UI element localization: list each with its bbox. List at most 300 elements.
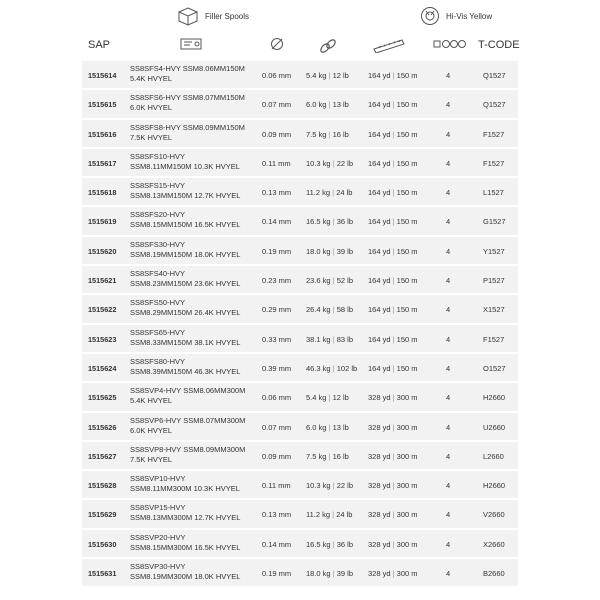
strength-kg: 10.3 kg xyxy=(306,481,331,491)
separator: | xyxy=(392,188,395,198)
length-yd: 328 yd xyxy=(368,481,391,491)
diameter-value: 0.19 mm xyxy=(262,246,292,256)
length-yd: 328 yd xyxy=(368,510,391,520)
description-line-2: SSM8.39MM150M 46.3K HVYEL xyxy=(130,366,241,376)
product-description xyxy=(130,533,240,553)
product-description xyxy=(130,123,245,143)
diameter-value: 0.11 mm xyxy=(262,481,291,491)
length-yd: 328 yd xyxy=(368,569,391,579)
length-yd: 328 yd xyxy=(368,451,391,461)
length-yd: 164 yd xyxy=(368,71,391,80)
quantity-value: 4 xyxy=(446,276,451,286)
strength-value xyxy=(306,159,366,168)
separator: | xyxy=(392,481,395,491)
length-value xyxy=(368,569,418,578)
length-yd: 164 yd xyxy=(368,217,391,227)
separator: | xyxy=(328,129,331,139)
separator: | xyxy=(392,451,395,461)
sap-number: 1515621 xyxy=(88,276,117,286)
quantity-value: 4 xyxy=(446,246,451,256)
description-line-2: 6.0K HVYEL xyxy=(130,103,173,113)
description-line-1: SS8SFS4-HVY SSM8.06MM150M xyxy=(130,64,245,73)
strength-value xyxy=(306,569,366,578)
separator: | xyxy=(328,393,331,403)
sap-number: 1515622 xyxy=(88,305,117,315)
diameter-value: 0.09 mm xyxy=(262,129,292,139)
strength-lb: 39 lb xyxy=(336,569,354,579)
length-value xyxy=(368,452,418,461)
length-m: 300 m xyxy=(396,481,418,491)
separator: | xyxy=(332,217,335,227)
sap-number: 1515627 xyxy=(88,451,117,461)
diameter-value: 0.06 mm xyxy=(262,393,292,403)
strength-kg: 11.2 kg xyxy=(306,510,331,520)
length-yd: 328 yd xyxy=(368,422,391,432)
length-value xyxy=(368,540,418,549)
quantity-value: 4 xyxy=(446,510,451,520)
description-line-1: SS8SFS30-HVY xyxy=(130,239,186,249)
sap-number: 1515625 xyxy=(88,393,117,403)
strength-kg: 5.4 kg xyxy=(306,393,327,403)
separator: | xyxy=(332,363,335,373)
strength-kg: 6.0 kg xyxy=(306,422,327,432)
box-icon xyxy=(177,6,199,26)
description-line-1: SS8SFS65-HVY xyxy=(130,327,186,337)
length-yd: 164 yd xyxy=(368,305,391,315)
strength-lb: 36 lb xyxy=(336,539,354,549)
strength-value xyxy=(306,481,366,490)
sap-number: 1515620 xyxy=(88,246,117,256)
description-line-1: SS8SFS10-HVY xyxy=(130,151,186,161)
description-line-2: 5.4K HVYEL xyxy=(130,396,173,406)
strength-lb: 12 lb xyxy=(332,71,349,80)
tcode-value: F1527 xyxy=(483,129,505,139)
table-row xyxy=(0,529,600,558)
description-line-1: SS8SFS50-HVY xyxy=(130,298,186,308)
sap-number: 1515630 xyxy=(88,539,117,549)
description-line-1: SS8SVP10-HVY xyxy=(130,474,186,484)
length-m: 150 m xyxy=(396,188,418,198)
top-bar xyxy=(0,0,600,34)
separator: | xyxy=(332,334,335,344)
product-description xyxy=(130,210,240,230)
length-m: 150 m xyxy=(396,305,418,315)
table-header xyxy=(0,34,600,60)
sap-number: 1515617 xyxy=(88,158,117,168)
product-description xyxy=(130,64,245,84)
strength-lb: 22 lb xyxy=(336,481,354,491)
strength-value xyxy=(306,335,366,344)
diameter-icon xyxy=(270,37,284,56)
product-description xyxy=(130,474,240,494)
tcode-value: H2660 xyxy=(483,481,506,491)
length-m: 300 m xyxy=(396,510,418,520)
length-m: 300 m xyxy=(396,451,418,461)
strength-lb: 36 lb xyxy=(336,217,354,227)
description-line-1: SS8SVP8-HVY SSM8.09MM300M xyxy=(130,444,246,454)
table-row xyxy=(0,60,600,89)
separator: | xyxy=(392,100,395,110)
separator: | xyxy=(392,276,395,286)
quantity-value: 4 xyxy=(446,451,451,461)
strength-lb: 16 lb xyxy=(332,129,349,139)
separator: | xyxy=(392,393,395,403)
sap-header: SAP xyxy=(88,39,111,51)
table-row xyxy=(0,119,600,148)
strength-lb: 24 lb xyxy=(336,188,353,198)
product-description xyxy=(130,357,240,377)
product-description xyxy=(130,386,245,406)
length-m: 150 m xyxy=(396,363,418,373)
hi-vis-icon xyxy=(420,6,440,26)
separator: | xyxy=(328,422,331,432)
length-value xyxy=(368,481,418,490)
product-description xyxy=(130,416,245,436)
diameter-value: 0.23 mm xyxy=(262,276,292,286)
diameter-value: 0.13 mm xyxy=(262,188,292,198)
diameter-value: 0.14 mm xyxy=(262,217,292,227)
length-m: 150 m xyxy=(396,129,418,139)
length-m: 150 m xyxy=(396,334,418,344)
length-m: 150 m xyxy=(396,100,418,110)
description-line-2: 5.4K HVYEL xyxy=(130,74,173,83)
separator: | xyxy=(332,569,335,579)
table-row xyxy=(0,441,600,470)
product-description xyxy=(130,562,240,582)
strength-kg: 23.6 kg xyxy=(306,276,331,286)
strength-value xyxy=(306,393,366,402)
strength-lb: 12 lb xyxy=(332,393,349,403)
description-line-1: SS8SVP4-HVY SSM8.06MM300M xyxy=(130,386,246,396)
diameter-value: 0.19 mm xyxy=(262,569,292,579)
product-description xyxy=(130,93,245,113)
length-m: 300 m xyxy=(396,539,418,549)
length-value xyxy=(368,188,418,197)
length-yd: 164 yd xyxy=(368,276,391,286)
length-value xyxy=(368,393,418,402)
tcode-value: L1527 xyxy=(483,188,504,198)
table-row xyxy=(0,206,600,235)
length-yd: 164 yd xyxy=(368,100,391,110)
sap-number: 1515616 xyxy=(88,129,117,139)
length-value xyxy=(368,217,418,226)
description-line-2: SSM8.11MM300M 10.3K HVYEL xyxy=(130,484,240,494)
description-line-2: SSM8.15MM300M 16.5K HVYEL xyxy=(130,542,241,552)
description-line-2: SSM8.15MM150M 16.5K HVYEL xyxy=(130,220,241,230)
table-row xyxy=(0,89,600,118)
strength-value xyxy=(306,130,366,139)
product-description xyxy=(130,328,240,348)
separator: | xyxy=(328,451,331,461)
separator: | xyxy=(392,510,395,520)
quantity-value: 4 xyxy=(446,188,451,198)
product-description xyxy=(130,152,240,172)
sap-number: 1515631 xyxy=(88,569,117,579)
strength-lb: 52 lb xyxy=(336,276,354,286)
length-yd: 164 yd xyxy=(368,363,391,373)
description-line-1: SS8SVP30-HVY xyxy=(130,562,186,572)
separator: | xyxy=(392,422,395,432)
strength-value xyxy=(306,188,366,197)
separator: | xyxy=(332,481,335,491)
hi-vis-label: Hi-Vis Yellow xyxy=(446,11,493,21)
quantity-value: 4 xyxy=(446,100,451,110)
diameter-value: 0.07 mm xyxy=(262,422,292,432)
length-value xyxy=(368,130,418,139)
product-description xyxy=(130,503,240,523)
product-table xyxy=(0,60,600,587)
description-line-2: SSM8.23MM150M 23.6K HVYEL xyxy=(130,279,241,289)
strength-kg: 18.0 kg xyxy=(306,246,331,256)
product-description xyxy=(130,298,240,318)
separator: | xyxy=(392,217,395,227)
length-m: 300 m xyxy=(396,422,418,432)
strength-lb: 102 lb xyxy=(336,363,358,373)
description-line-2: SSM8.13MM150M 12.7K HVYEL xyxy=(130,191,241,201)
description-line-2: SSM8.19MM150M 18.0K HVYEL xyxy=(130,249,241,259)
hi-vis-badge xyxy=(420,6,492,26)
length-value xyxy=(368,335,418,344)
separator: | xyxy=(392,305,395,315)
spools-icon xyxy=(432,37,466,56)
sap-number: 1515628 xyxy=(88,481,117,491)
strength-value xyxy=(306,452,366,461)
diameter-value: 0.09 mm xyxy=(262,451,292,461)
length-yd: 328 yd xyxy=(368,393,391,403)
strength-kg: 7.5 kg xyxy=(306,129,327,139)
quantity-value: 4 xyxy=(446,158,451,168)
sap-number: 1515615 xyxy=(88,100,117,110)
diameter-value: 0.29 mm xyxy=(262,305,292,315)
strength-lb: 24 lb xyxy=(336,510,353,520)
table-row xyxy=(0,382,600,411)
length-value xyxy=(368,510,418,519)
quantity-value: 4 xyxy=(446,539,451,549)
length-m: 300 m xyxy=(396,569,418,579)
tcode-value: X1527 xyxy=(483,305,505,315)
length-value xyxy=(368,423,418,432)
quantity-value: 4 xyxy=(446,305,451,315)
strength-kg: 6.0 kg xyxy=(306,100,327,110)
strength-kg: 18.0 kg xyxy=(306,569,331,579)
description-line-1: SS8SFS8-HVY SSM8.09MM150M xyxy=(130,122,245,132)
description-line-2: SSM8.29MM150M 26.4K HVYEL xyxy=(130,308,241,318)
separator: | xyxy=(332,276,335,286)
length-yd: 164 yd xyxy=(368,246,391,256)
length-value xyxy=(368,159,418,168)
separator: | xyxy=(328,100,331,110)
length-value xyxy=(368,276,418,285)
table-row xyxy=(0,558,600,587)
separator: | xyxy=(332,305,335,315)
separator: | xyxy=(332,158,335,168)
tcode-value: O1527 xyxy=(483,363,506,373)
diameter-value: 0.13 mm xyxy=(262,510,292,520)
tcode-value: F1527 xyxy=(483,158,505,168)
strength-kg: 16.5 kg xyxy=(306,217,331,227)
length-m: 150 m xyxy=(396,276,418,286)
tcode-value: H2660 xyxy=(483,393,506,403)
separator: | xyxy=(392,158,395,168)
separator: | xyxy=(332,246,335,256)
quantity-value: 4 xyxy=(446,569,451,579)
length-m: 150 m xyxy=(396,246,418,256)
length-m: 150 m xyxy=(396,158,418,168)
table-row xyxy=(0,294,600,323)
label-tag-icon xyxy=(180,37,202,56)
description-line-2: SSM8.33MM150M 38.1K HVYEL xyxy=(130,337,241,347)
length-value xyxy=(368,71,418,80)
tcode-value: G1527 xyxy=(483,217,506,227)
length-m: 150 m xyxy=(396,71,418,80)
length-yd: 164 yd xyxy=(368,129,391,139)
separator: | xyxy=(392,71,395,80)
diameter-value: 0.06 mm xyxy=(262,71,292,80)
quantity-value: 4 xyxy=(446,481,451,491)
length-yd: 164 yd xyxy=(368,158,391,168)
quantity-value: 4 xyxy=(446,129,451,139)
strength-lb: 39 lb xyxy=(336,246,354,256)
description-line-2: 7.5K HVYEL xyxy=(130,132,173,142)
strength-value xyxy=(306,423,366,432)
sap-number: 1515629 xyxy=(88,510,117,520)
strength-lb: 83 lb xyxy=(336,334,354,344)
description-line-2: SSM8.11MM150M 10.3K HVYEL xyxy=(130,161,240,171)
quantity-value: 4 xyxy=(446,334,451,344)
tcode-header: T-CODE xyxy=(478,39,520,51)
tcode-value: Q1527 xyxy=(483,100,506,110)
strength-value xyxy=(306,247,366,256)
description-line-1: SS8SVP20-HVY xyxy=(130,532,186,542)
separator: | xyxy=(392,363,395,373)
table-row xyxy=(0,324,600,353)
sap-number: 1515626 xyxy=(88,422,117,432)
table-row xyxy=(0,236,600,265)
strength-value xyxy=(306,217,366,226)
filler-spools-badge xyxy=(177,6,249,26)
separator: | xyxy=(392,569,395,579)
length-value xyxy=(368,247,418,256)
strength-value xyxy=(306,100,366,109)
description-line-2: 7.5K HVYEL xyxy=(130,454,173,464)
sap-number: 1515624 xyxy=(88,363,117,373)
separator: | xyxy=(332,510,335,520)
strength-kg: 11.2 kg xyxy=(306,188,331,198)
length-value xyxy=(368,100,418,109)
tcode-value: U2660 xyxy=(483,422,506,432)
description-line-1: SS8SVP15-HVY xyxy=(130,503,186,513)
description-line-2: SSM8.19MM300M 18.0K HVYEL xyxy=(130,572,241,582)
strength-value xyxy=(306,71,366,80)
separator: | xyxy=(392,246,395,256)
product-description xyxy=(130,269,240,289)
diameter-value: 0.14 mm xyxy=(262,539,292,549)
tcode-value: Q1527 xyxy=(483,71,506,80)
separator: | xyxy=(332,539,335,549)
length-m: 150 m xyxy=(396,217,418,227)
product-description xyxy=(130,445,245,465)
length-m: 300 m xyxy=(396,393,418,403)
separator: | xyxy=(328,71,331,80)
diameter-value: 0.11 mm xyxy=(262,158,291,168)
length-value xyxy=(368,305,418,314)
description-line-1: SS8SFS40-HVY xyxy=(130,269,186,279)
strength-value xyxy=(306,305,366,314)
length-value xyxy=(368,364,418,373)
strength-value xyxy=(306,276,366,285)
strength-kg: 5.4 kg xyxy=(306,71,327,80)
table-row xyxy=(0,470,600,499)
tcode-value: P1527 xyxy=(483,276,505,286)
separator: | xyxy=(332,188,335,198)
description-line-1: SS8SVP6-HVY SSM8.07MM300M xyxy=(130,415,246,425)
length-yd: 164 yd xyxy=(368,188,391,198)
strength-lb: 16 lb xyxy=(332,451,349,461)
description-line-2: 6.0K HVYEL xyxy=(130,425,173,435)
tcode-value: F1527 xyxy=(483,334,505,344)
strength-value xyxy=(306,540,366,549)
strength-kg: 38.1 kg xyxy=(306,334,331,344)
separator: | xyxy=(392,334,395,344)
strength-value xyxy=(306,364,366,373)
diameter-value: 0.07 mm xyxy=(262,100,292,110)
table-row xyxy=(0,353,600,382)
tcode-value: L2660 xyxy=(483,451,504,461)
strength-lb: 58 lb xyxy=(336,305,354,315)
separator: | xyxy=(392,129,395,139)
tcode-value: Y1527 xyxy=(483,246,505,256)
table-row xyxy=(0,499,600,528)
sap-number: 1515614 xyxy=(88,71,117,80)
description-line-1: SS8SFS6-HVY SSM8.07MM150M xyxy=(130,93,245,103)
diameter-value: 0.39 mm xyxy=(262,363,292,373)
product-description xyxy=(130,240,240,260)
strength-kg: 26.4 kg xyxy=(306,305,331,315)
quantity-value: 4 xyxy=(446,217,451,227)
strength-value xyxy=(306,510,366,519)
table-row xyxy=(0,412,600,441)
strength-kg: 7.5 kg xyxy=(306,451,327,461)
product-description xyxy=(130,181,240,201)
strength-kg: 16.5 kg xyxy=(306,539,331,549)
chain-link-icon xyxy=(318,37,338,60)
diameter-value: 0.33 mm xyxy=(262,334,292,344)
tcode-value: X2660 xyxy=(483,539,505,549)
length-yd: 328 yd xyxy=(368,539,391,549)
quantity-value: 4 xyxy=(446,422,451,432)
ruler-icon xyxy=(372,37,406,58)
strength-lb: 22 lb xyxy=(336,158,354,168)
table-row xyxy=(0,148,600,177)
quantity-value: 4 xyxy=(446,71,451,80)
quantity-value: 4 xyxy=(446,363,451,373)
length-yd: 164 yd xyxy=(368,334,391,344)
table-row xyxy=(0,177,600,206)
tcode-value: B2660 xyxy=(483,569,505,579)
sap-number: 1515618 xyxy=(88,188,117,198)
strength-kg: 46.3 kg xyxy=(306,363,331,373)
description-line-1: SS8SFS15-HVY xyxy=(130,181,186,191)
description-line-1: SS8SFS80-HVY xyxy=(130,356,186,366)
filler-spools-label: Filler Spools xyxy=(205,11,250,21)
strength-lb: 13 lb xyxy=(332,422,349,432)
description-line-1: SS8SFS20-HVY xyxy=(130,210,186,220)
tcode-value: V2660 xyxy=(483,510,505,520)
separator: | xyxy=(392,539,395,549)
sap-number: 1515623 xyxy=(88,334,117,344)
description-line-2: SSM8.13MM300M 12.7K HVYEL xyxy=(130,513,241,523)
strength-lb: 13 lb xyxy=(332,100,349,110)
